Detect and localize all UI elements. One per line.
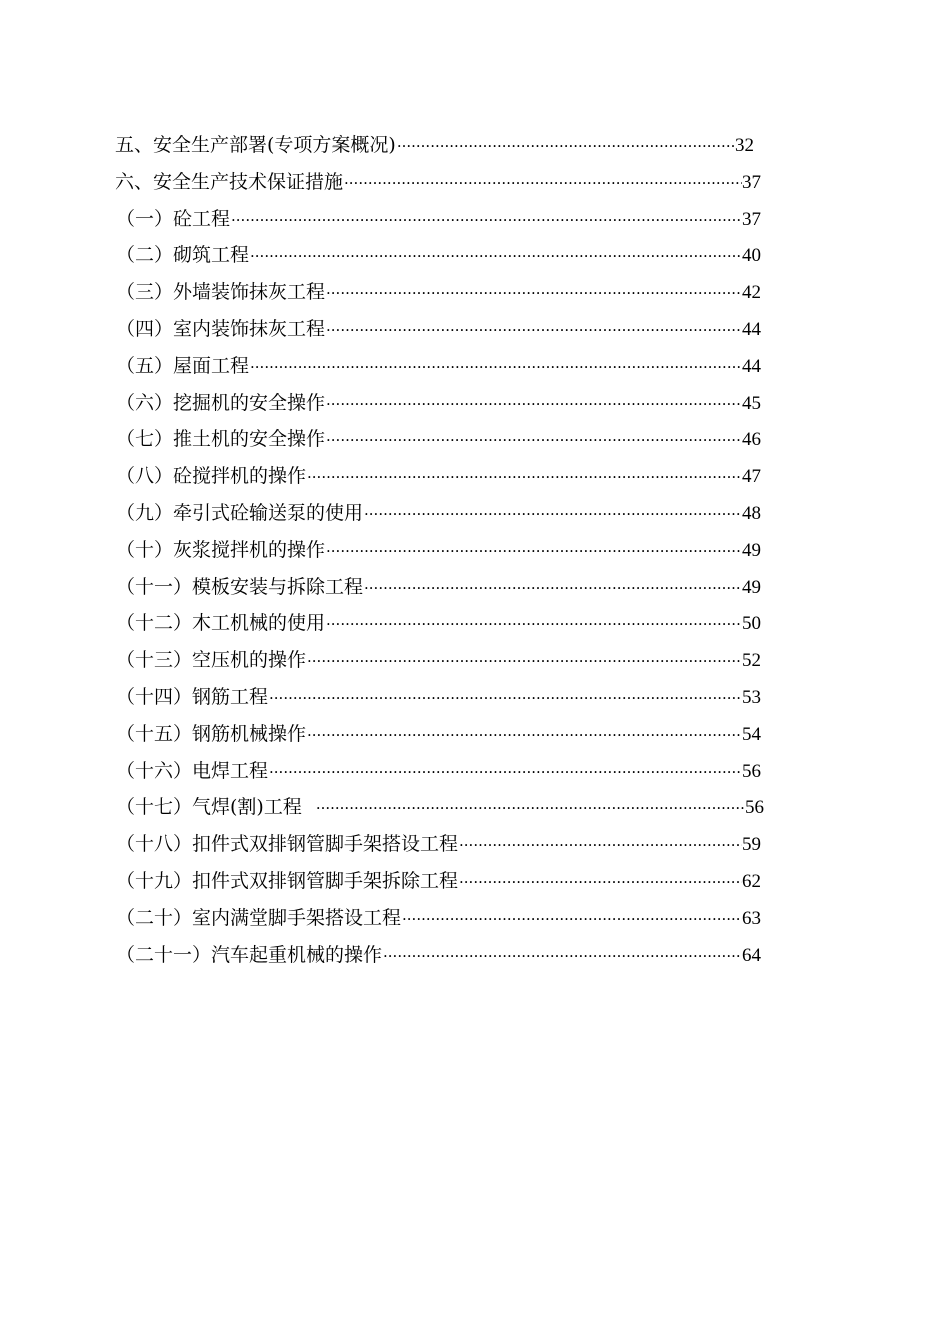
toc-entry[interactable]	[0, 127, 754, 164]
toc-entry-title: （十）灰浆搅拌机的操作	[116, 538, 326, 561]
toc-entry-title: （十九）扣件式双排钢管脚手架拆除工程	[116, 869, 459, 892]
toc-entry-page: 62	[742, 870, 761, 892]
toc-dot-leader	[343, 165, 742, 202]
toc-entry-title: （十一）模板安装与拆除工程	[116, 575, 364, 598]
toc-entry[interactable]	[0, 274, 761, 311]
toc-entry-page: 56	[745, 797, 764, 819]
toc-entry[interactable]	[0, 311, 761, 348]
toc-dot-leader	[325, 422, 742, 459]
toc-dot-leader	[325, 275, 742, 312]
toc-dot-leader	[396, 128, 735, 165]
toc-entry-page: 46	[742, 429, 761, 451]
toc-entry-page: 48	[742, 502, 761, 524]
toc-dot-leader	[325, 312, 742, 349]
toc-entry-title: （九）牵引式砼输送泵的使用	[116, 501, 364, 524]
toc-entry-page: 44	[742, 355, 761, 377]
toc-entry[interactable]	[0, 348, 761, 385]
toc-entry[interactable]	[0, 458, 761, 495]
toc-entry-title: 五、安全生产部署(专项方案概况)	[115, 134, 396, 156]
toc-entry-title: （三）外墙装饰抹灰工程	[116, 281, 326, 304]
toc-entry-title: （六）挖掘机的安全操作	[116, 391, 326, 414]
toc-entry[interactable]	[0, 642, 761, 679]
toc-dot-leader	[268, 680, 742, 717]
toc-entry-title: （二）砌筑工程	[116, 244, 250, 267]
toc-entry-title: 六、安全生产技术保证措施	[115, 170, 344, 193]
toc-dot-leader	[306, 459, 742, 496]
toc-entry-page: 47	[742, 466, 761, 488]
toc-entry[interactable]	[0, 237, 761, 274]
toc-dot-leader	[363, 496, 742, 533]
toc-entry[interactable]	[0, 495, 761, 532]
toc-entry[interactable]	[0, 164, 761, 201]
toc-dot-leader	[458, 827, 742, 864]
toc-entry-page: 59	[742, 834, 761, 856]
toc-dot-leader	[458, 864, 742, 901]
toc-entry[interactable]	[0, 605, 761, 642]
toc-entry-title: （一）砼工程	[116, 207, 231, 230]
toc-entry[interactable]	[0, 679, 761, 716]
toc-dot-leader	[382, 938, 742, 975]
toc-entry-page: 64	[742, 944, 761, 966]
toc-entry-title: （十六）电焊工程	[116, 759, 269, 782]
toc-entry[interactable]	[0, 201, 761, 238]
toc-entry-page: 56	[742, 760, 761, 782]
toc-entry-page: 42	[742, 282, 761, 304]
toc-entry-title: （二十）室内满堂脚手架搭设工程	[116, 906, 402, 929]
toc-dot-leader	[325, 386, 742, 423]
toc-entry-page: 49	[742, 576, 761, 598]
toc-entry-page: 37	[742, 208, 761, 230]
toc-entry[interactable]	[0, 826, 761, 863]
toc-entry-title: （十五）钢筋机械操作	[116, 722, 307, 745]
toc-entry[interactable]	[0, 863, 761, 900]
toc-entry-title: （十二）木工机械的使用	[116, 612, 326, 635]
toc-dot-leader	[268, 754, 742, 791]
toc-entry-title: （七）推土机的安全操作	[116, 428, 326, 451]
toc-entry[interactable]	[0, 753, 761, 790]
toc-dot-leader	[306, 717, 742, 754]
toc-dot-leader	[401, 901, 742, 938]
toc-entry[interactable]	[0, 789, 764, 826]
toc-entry-title: （八）砼搅拌机的操作	[116, 465, 307, 488]
toc-entry[interactable]	[0, 532, 761, 569]
toc-dot-leader	[249, 238, 742, 275]
toc-dot-leader	[249, 349, 742, 386]
toc-dot-leader	[363, 570, 742, 607]
toc-entry[interactable]	[0, 569, 761, 606]
toc-dot-leader	[306, 643, 742, 680]
toc-entry-page: 40	[742, 245, 761, 267]
toc-entry-page: 49	[742, 539, 761, 561]
toc-entry-title: （十八）扣件式双排钢管脚手架搭设工程	[116, 833, 459, 856]
toc-dot-leader	[325, 606, 742, 643]
toc-dot-leader	[302, 790, 745, 827]
toc-entry[interactable]	[0, 421, 761, 458]
toc-dot-leader	[325, 533, 742, 570]
toc-entry[interactable]	[0, 937, 761, 974]
toc-entry-title: （五）屋面工程	[116, 354, 250, 377]
toc-dot-leader	[230, 202, 742, 239]
toc-entry-title: （十七）气焊(割)工程	[116, 796, 302, 819]
toc-entry-page: 53	[742, 686, 761, 708]
toc-entry-page: 45	[742, 392, 761, 414]
toc-entry-page: 63	[742, 907, 761, 929]
toc-entry[interactable]	[0, 716, 761, 753]
toc-entry-page: 50	[742, 613, 761, 635]
toc-entry-page: 54	[742, 723, 761, 745]
toc-entry-page: 37	[742, 171, 761, 193]
toc-entry-page: 32	[735, 135, 754, 156]
toc-entry-title: （四）室内装饰抹灰工程	[116, 317, 326, 340]
table-of-contents	[0, 127, 950, 973]
toc-entry[interactable]	[0, 385, 761, 422]
toc-entry-title: （十三）空压机的操作	[116, 649, 307, 672]
toc-entry[interactable]	[0, 900, 761, 937]
toc-entry-title: （十四）钢筋工程	[116, 685, 269, 708]
toc-entry-page: 52	[742, 650, 761, 672]
toc-entry-title: （二十一）汽车起重机械的操作	[116, 943, 383, 966]
toc-entry-page: 44	[742, 318, 761, 340]
